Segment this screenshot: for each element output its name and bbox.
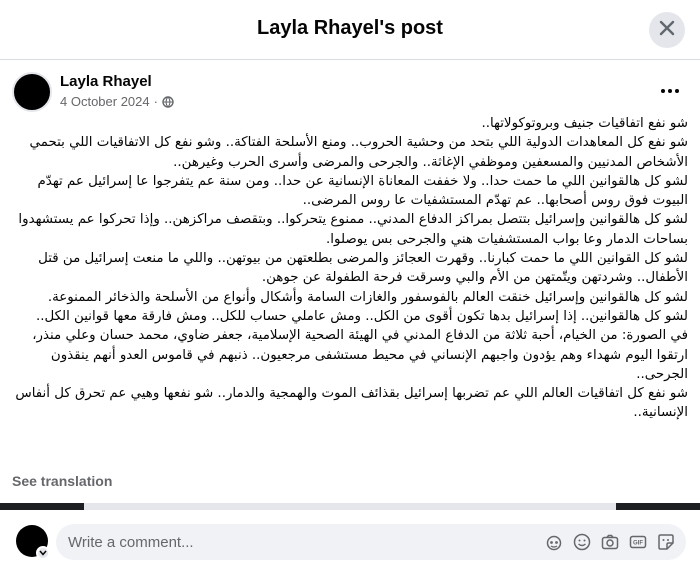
post-paragraph: شو نفع كل اتفاقيات العالم اللي عم تضربها إسرائيل بقذائف الموت والهمجية والدمار.. شو نفعها وهيي عم تحرق كل أنفاس الإنسانية..: [15, 386, 688, 421]
media-preview-edge-right: [616, 503, 700, 510]
meta-separator: ·: [153, 94, 158, 109]
post-paragraph: لشو كل القوانين اللي ما حمت كبارنا.. وقهرت العجائز والمرضى بطلعتهن من بيوتهن.. واللي ما منعت إسرائيل من قتل الأطفال.. وشردتهن ويتّمتهن من الأم والبي وسرقت فرحة الطفولة عن جوهن.: [38, 251, 688, 286]
post-paragraph: لشو كل هالقوانين.. إذا إسرائيل بدها تكون أقوى من الكل.. ومش عاملي حساب للكل.. ومش فارقة معها قوانين الكل..: [35, 308, 688, 324]
dialog-header: [0, 0, 700, 60]
chevron-down-icon[interactable]: [36, 546, 50, 560]
avatar[interactable]: [12, 72, 52, 112]
post-paragraph: لشو كل هالقوانين وإسرائيل بتتصل بمراكز الدفاع المدني.. ممنوع يتحركوا.. وبتقصف مراكزهن.. وإذا تحركوا عم يستشهدوا بساحات الدمار وعا بواب المستشفيات هني والجرحى بس يوصلوا.: [18, 212, 688, 247]
comment-box: [56, 524, 686, 560]
post-paragraph: لشو كل هالقوانين وإسرائيل خنقت العالم بالفوسفور والغازات السامة وأشكال وأنواع من الأسلحة والذخائر الممنوعة.: [47, 289, 688, 305]
post-paragraph: شو نفع كل المعاهدات الدولية اللي بتحد من وحشية الحروب.. ومنع الأسلحة الفتاكة.. وشو نفع كل الاتفاقيات اللي بتحمي الأشخاص المدنيين والمسعفين وموظفي الإغاثة.. والجرحى والمرضى وأسرى الحرب وغيرهن..: [29, 135, 688, 170]
dialog-title: Layla Rhayel's post: [257, 17, 443, 39]
emoji-icon[interactable]: [572, 532, 592, 552]
post-paragraph: لشو كل هالقوانين اللي ما حمت حدا.. ولا خففت المعاناة الإنسانية عن حدا.. ومن سنة عم يتفرجوا عا إسرائيل عم تهدّم البيوت فوق روس أصحابها.. عم تهدّم المستشفيات عا روس المرضى..: [37, 173, 688, 209]
post-paragraph: في الصورة: من الخيام، أحبة ثلاثة من الدفاع المدني في الهيئة الصحية الإسلامية، جعفر ضاوي، محمد حسان وعلي منذر، ارتقوا اليوم شهداء وهم يؤدون واجبهم الإنساني في محيط مستشفى مرجعيون.. ذنبهم في قاموس العدو أنهم ينقذون الجرحى..: [32, 328, 688, 382]
post-text: [12, 114, 688, 423]
close-button[interactable]: [649, 12, 685, 48]
avatar-sticker-icon[interactable]: [544, 532, 564, 552]
svg-text:GIF: GIF: [633, 540, 643, 547]
media-preview-strip: [0, 503, 700, 510]
gif-icon[interactable]: [628, 532, 648, 552]
close-icon: [657, 18, 677, 43]
post-author-row: [12, 72, 688, 114]
more-icon: [660, 81, 680, 99]
comment-composer: [0, 510, 700, 577]
camera-icon[interactable]: [600, 532, 620, 552]
post-meta: [60, 94, 174, 109]
post-date[interactable]: 4 October 2024: [60, 94, 150, 109]
more-options-button[interactable]: [658, 78, 682, 102]
comment-toolbar: [544, 532, 676, 552]
author-name[interactable]: Layla Rhayel: [60, 73, 152, 90]
see-translation-link[interactable]: See translation: [12, 473, 113, 489]
media-preview-edge-left: [0, 503, 84, 510]
post-paragraph: شو نفع اتفاقيات جنيف وبروتوكولاتها..: [481, 116, 688, 131]
comment-input[interactable]: [68, 524, 528, 560]
sticker-icon[interactable]: [656, 532, 676, 552]
globe-icon[interactable]: [162, 96, 174, 108]
